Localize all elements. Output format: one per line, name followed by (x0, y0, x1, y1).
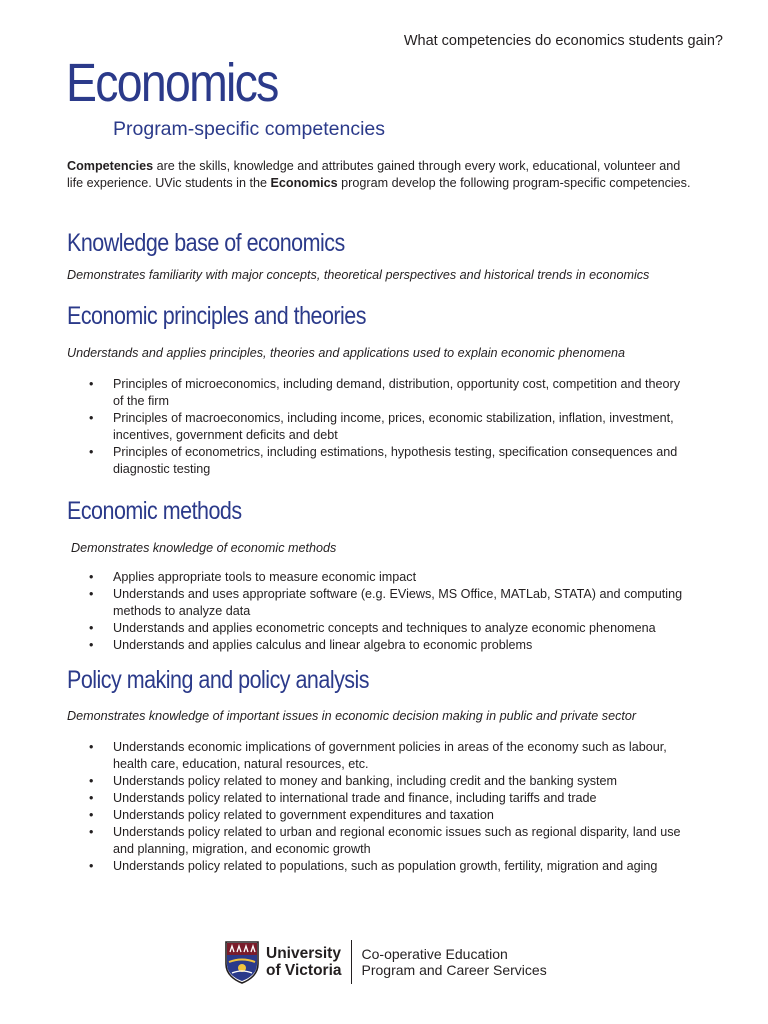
section-description-policy: Demonstrates knowledge of important issues in economic decision making in public and private sector (67, 709, 637, 723)
section-heading-principles: Economic principles and theories (67, 302, 366, 330)
university-name (266, 945, 342, 979)
list-item: • Understands policy related to urban and regional economic issues such as regional disparity, land use and planning, migration, and economic growth (67, 824, 687, 858)
page-title: Economics (66, 53, 278, 113)
intro-paragraph (67, 158, 697, 191)
bullet-list-policy (67, 739, 687, 875)
list-item: • Understands policy related to money and banking, including credit and the banking system (67, 773, 687, 790)
list-item: • Understands and applies econometric concepts and techniques to analyze economic phenomena (67, 620, 687, 637)
list-item: • Understands policy related to populations, such as population growth, fertility, migration and aging (67, 858, 687, 875)
section-heading-policy: Policy making and policy analysis (67, 666, 370, 694)
intro-text-1: are the skills, knowledge and attributes gained through every work, educational, volunteer and life experience. UVic students in the (67, 159, 681, 190)
list-item: • Understands policy related to government expenditures and taxation (67, 807, 687, 824)
department-name-line-1: Co-operative Education (361, 945, 508, 962)
list-item: • Understands and uses appropriate software (e.g. EViews, MS Office, MATLab, STATA) and computing methods to analyze data (67, 586, 687, 620)
list-item: • Understands and applies calculus and linear algebra to economic problems (67, 637, 687, 654)
footer-divider (351, 940, 352, 984)
bullet-list-methods (67, 569, 687, 654)
section-description-principles: Understands and applies principles, theories and applications used to explain economic phenomena (67, 346, 625, 360)
uvic-crest-icon (224, 940, 260, 984)
header-question: What competencies do economics students gain? (403, 33, 723, 49)
list-item: • Understands policy related to international trade and finance, including tariffs and trade (67, 790, 687, 807)
intro-text-2: program develop the following program-specific competencies. (337, 175, 691, 190)
section-heading-methods: Economic methods (67, 497, 242, 525)
intro-term: Competencies (67, 159, 154, 173)
list-item: • Principles of microeconomics, including demand, distribution, opportunity cost, competition and theory of the firm (67, 376, 687, 410)
footer-branding (224, 939, 547, 985)
section-heading-knowledge-base: Knowledge base of economics (67, 229, 345, 257)
section-description-knowledge-base: Demonstrates familiarity with major concepts, theoretical perspectives and historical trends in economics (67, 268, 650, 282)
page-subtitle: Program-specific competencies (113, 118, 386, 140)
bullet-list-principles (67, 376, 687, 478)
department-name (362, 946, 547, 979)
university-name-line-1: University (266, 945, 341, 962)
list-item: • Applies appropriate tools to measure economic impact (67, 569, 687, 586)
intro-program: Economics (270, 175, 338, 190)
university-name-line-2: of Victoria (266, 962, 342, 979)
department-name-line-2: Program and Career Services (361, 962, 547, 978)
list-item: • Principles of econometrics, including estimations, hypothesis testing, specification consequences and diagnostic testing (67, 444, 687, 478)
list-item: • Understands economic implications of government policies in areas of the economy such as labour, health care, education, natural resources, etc. (67, 739, 687, 773)
list-item: • Principles of macroeconomics, including income, prices, economic stabilization, inflation, investment, incentives, government deficits and debt (67, 410, 687, 444)
section-description-methods: Demonstrates knowledge of economic methods (71, 541, 337, 555)
